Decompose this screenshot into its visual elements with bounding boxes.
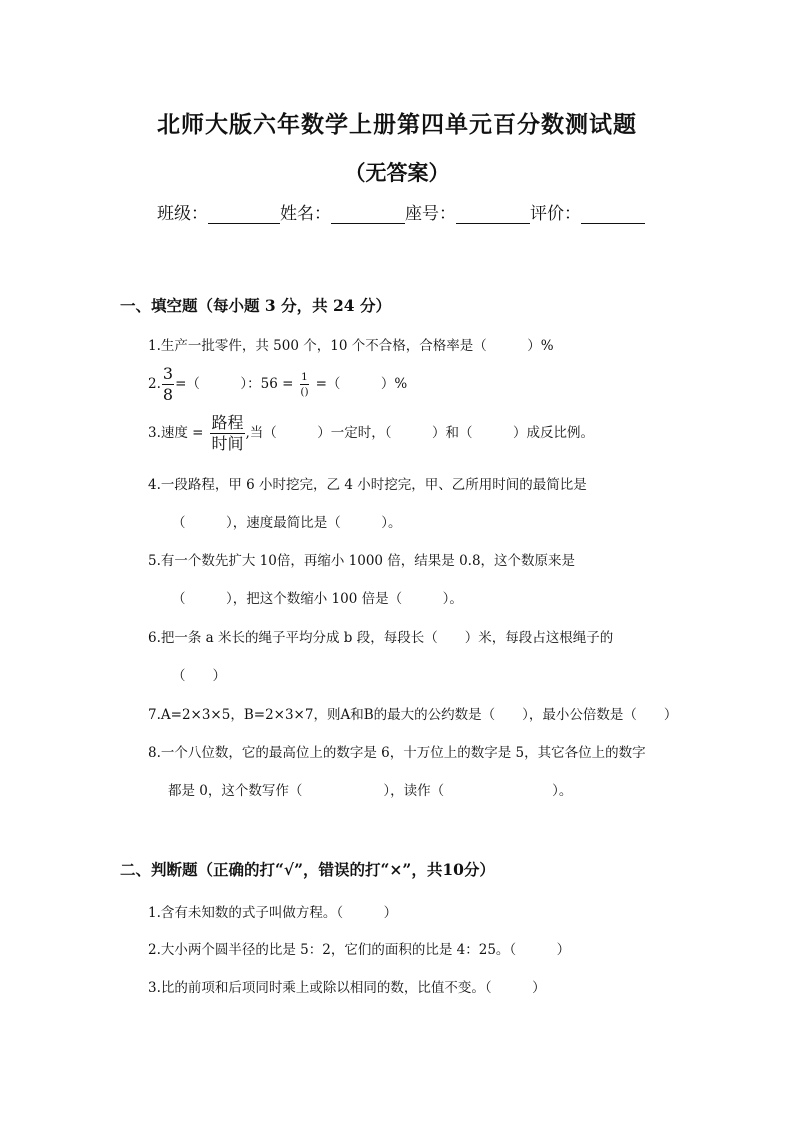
question-1-8-line1: 8.一个八位数，它的最高位上的数字是 6，十万位上的数字是 5，其它各位上的数字 <box>148 745 646 761</box>
q3-suffix: ,当（ ）一定时，（ ）和（ ）成反比例。 <box>245 425 595 441</box>
q2-middle-2: =（ ）% <box>315 376 408 392</box>
seat-label: 座号： <box>405 204 456 224</box>
seat-field[interactable] <box>456 205 530 224</box>
page-subtitle: （无答案） <box>344 160 450 185</box>
fraction-1-blank <box>299 372 309 398</box>
name-label: 姓名： <box>280 204 331 224</box>
question-1-5-line1: 5.有一个数先扩大 10倍，再缩小 1000 倍，结果是 0.8，这个数原来是 <box>148 553 576 569</box>
section-fill-blank-heading: 一、填空题（每小题 3 分，共 24 分） <box>120 296 391 315</box>
frac-distance: 路程 <box>211 413 244 432</box>
grade-label: 评价： <box>530 204 581 224</box>
question-1-1: 1.生产一批零件，共 500 个，10 个不合格，合格率是（ ）% <box>148 338 554 354</box>
page-title: 北师大版六年数学上册第四单元百分数测试题 <box>157 111 637 138</box>
question-1-6-line2: （ ） <box>172 668 226 684</box>
fraction-3-8 <box>162 366 174 403</box>
question-2-2: 2.大小两个圆半径的比是 5：2，它们的面积的比是 4：25。（ ） <box>148 942 571 958</box>
student-info-row <box>157 199 645 224</box>
frac-time: 时间 <box>211 434 244 453</box>
fraction-distance-time <box>210 415 244 452</box>
question-1-4-line1: 4.一段路程，甲 6 小时挖完，乙 4 小时挖完，甲、乙所用时间的最简比是 <box>148 477 587 493</box>
question-1-4-line2: （ ），速度最简比是（ ）。 <box>172 515 402 531</box>
name-field[interactable] <box>331 205 405 224</box>
class-field[interactable] <box>208 205 280 224</box>
frac1-numerator: 3 <box>162 364 174 383</box>
frac2-numerator: 1 <box>300 372 309 386</box>
question-1-8-line2: 都是 0，这个数写作（ ），读作（ ）。 <box>168 783 573 799</box>
question-1-3 <box>148 415 594 452</box>
section-true-false-heading: 二、判断题（正确的打“√”，错误的打“×”，共10分） <box>120 860 495 879</box>
question-1-7: 7.A=2×3×5，B=2×3×7，则A和B的最大的公约数是（ ），最小公倍数是（ ） <box>148 707 678 723</box>
question-2-1: 1.含有未知数的式子叫做方程。（ ） <box>148 905 398 921</box>
q2-prefix: 2. <box>148 376 161 392</box>
class-label: 班级： <box>157 204 208 224</box>
question-1-5-line2: （ ），把这个数缩小 100 倍是（ ）。 <box>172 591 463 607</box>
frac2-denominator: () <box>300 386 309 398</box>
frac1-denominator: 8 <box>162 385 174 404</box>
question-1-2 <box>148 366 407 403</box>
grade-field[interactable] <box>581 205 645 224</box>
q2-middle-1: =（ ）：56 = <box>175 376 294 392</box>
question-2-3: 3.比的前项和后项同时乘上或除以相同的数，比值不变。（ ） <box>148 980 546 996</box>
q3-prefix: 3.速度 = <box>148 425 204 441</box>
question-1-6-line1: 6.把一条 a 米长的绳子平均分成 b 段，每段长（ ）米，每段占这根绳子的 <box>148 630 614 646</box>
